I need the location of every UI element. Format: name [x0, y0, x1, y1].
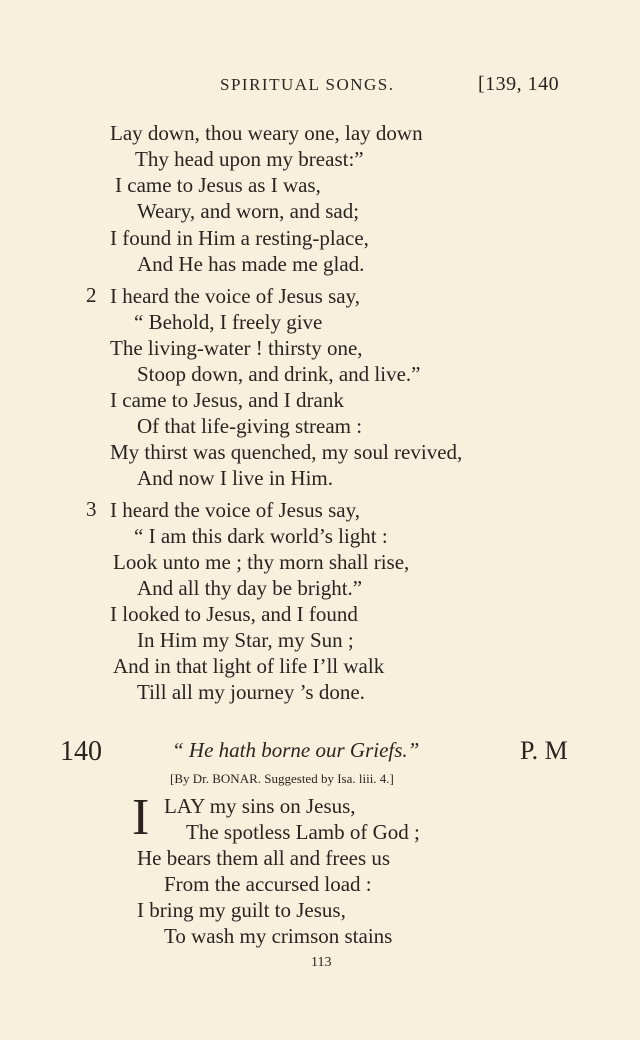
verse-line: LAY my sins on Jesus,: [164, 794, 356, 818]
hymn-title: “ He hath borne our Griefs.”: [172, 738, 420, 762]
verse-line: And in that light of life I’ll walk: [113, 654, 385, 678]
verse-line: He bears them all and frees us: [137, 846, 391, 870]
verse-line: “ I am this dark world’s light :: [134, 524, 388, 548]
hymn-meter: P. M: [520, 736, 568, 765]
page-number: 113: [311, 955, 332, 970]
verse-line: To wash my crimson stains: [164, 924, 393, 948]
verse-line: In Him my Star, my Sun ;: [137, 628, 354, 652]
running-title: SPIRITUAL SONGS.: [220, 75, 395, 94]
verse-line: The spotless Lamb of God ;: [186, 820, 420, 844]
verse-line: I heard the voice of Jesus say,: [110, 498, 360, 522]
verse-line: Stoop down, and drink, and live.”: [137, 362, 421, 386]
hymn-number: 140: [60, 736, 102, 767]
verse-line: “ Behold, I freely give: [134, 310, 323, 334]
verse-line: Of that life-giving stream :: [137, 414, 363, 438]
drop-cap: I: [132, 789, 150, 846]
verse-line: I bring my guilt to Jesus,: [137, 898, 346, 922]
verse-line: I looked to Jesus, and I found: [110, 602, 358, 626]
verse-line: My thirst was quenched, my soul revived,: [110, 440, 463, 464]
stanza-number: 2: [86, 283, 97, 307]
verse-line: Weary, and worn, and sad;: [137, 199, 360, 223]
verse-line: And all thy day be bright.”: [137, 576, 363, 600]
verse-line: Look unto me ; thy morn shall rise,: [113, 550, 410, 574]
verse-line: I found in Him a resting-place,: [110, 226, 369, 250]
hymn-attribution: [By Dr. BONAR. Suggested by Isa. liii. 4.]: [170, 771, 394, 786]
verse-line: I came to Jesus, and I drank: [110, 388, 344, 412]
verse-line: And He has made me glad.: [137, 252, 365, 276]
verse-line: And now I live in Him.: [137, 466, 333, 490]
stanza-number: 3: [86, 497, 97, 521]
verse-line: I came to Jesus as I was,: [115, 173, 321, 197]
verse-line: Thy head upon my breast:”: [135, 147, 364, 171]
verse-line: Till all my journey ’s done.: [137, 680, 365, 704]
verse-line: From the accursed load :: [164, 872, 372, 896]
hymn-range: [139, 140: [478, 73, 560, 95]
verse-line: The living-water ! thirsty one,: [110, 336, 363, 360]
verse-line: Lay down, thou weary one, lay down: [110, 121, 423, 145]
verse-line: I heard the voice of Jesus say,: [110, 284, 360, 308]
